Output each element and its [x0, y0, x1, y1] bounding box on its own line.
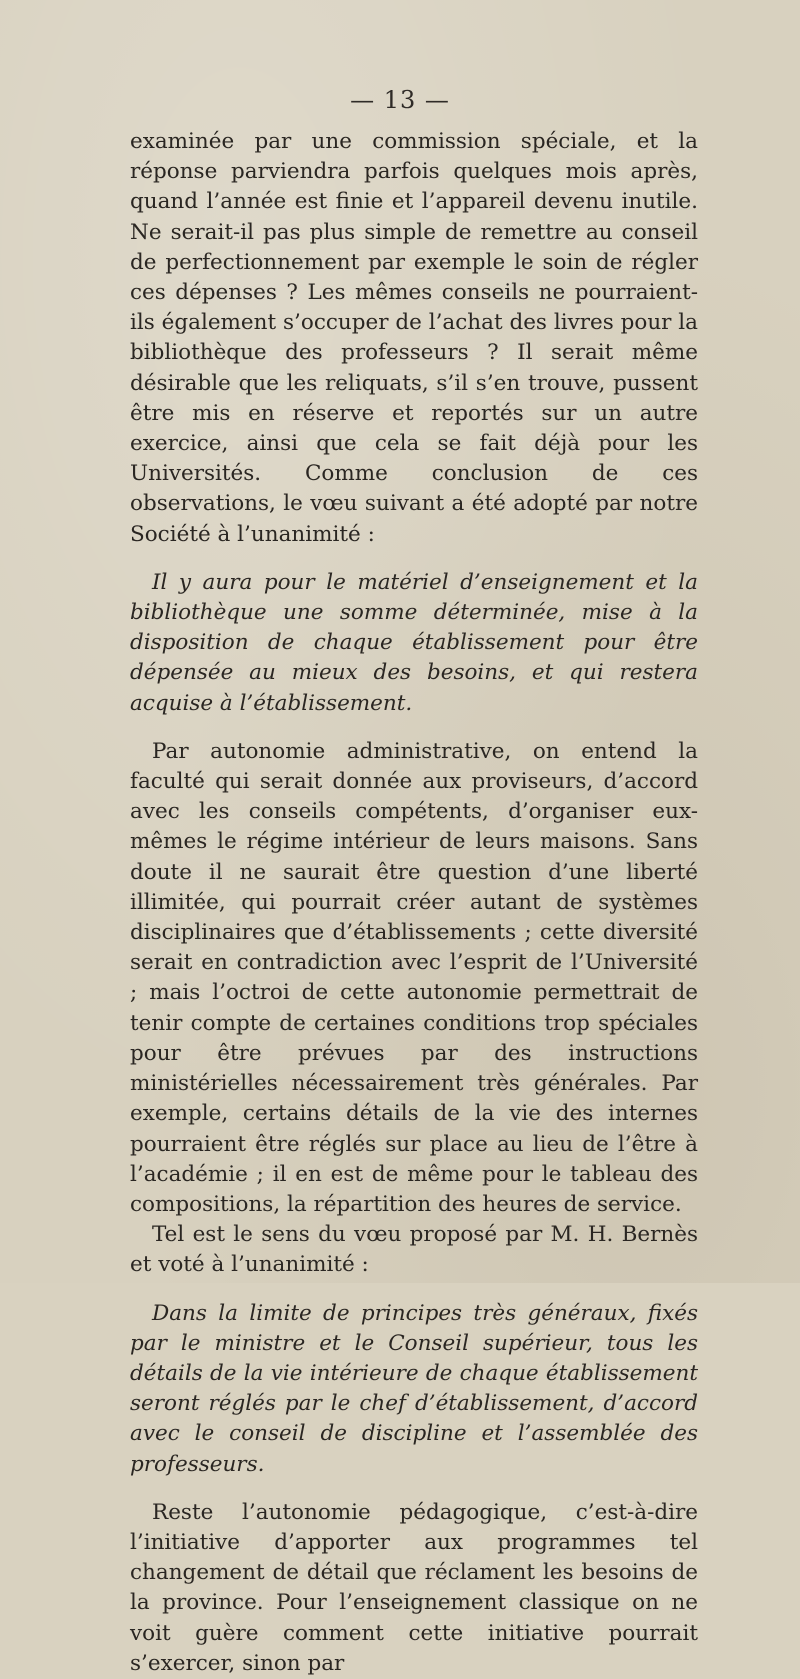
paragraph-administrative-autonomy: Par autonomie administrative, on entend la faculté qui serait donnée aux proviseurs, d’accord avec les conseils compétents, d’organiser eux-mêmes le régime intérieur de leurs maisons. Sans doute il ne saurait être question d’une liberté illimitée, qui pourrait créer autant de systèmes disciplinaires que d’établissements ; cette diversité serait en contradiction avec l’esprit de l’Université ; mais l’octroi de cette autonomie permettrait de tenir compte de certaines conditions trop spéciales pour être prévues par des instructions ministérielles nécessairement très générales. Par exemple, certains détails de la vie des internes pourraient être réglés sur place au lieu de l’être à l’académie ; il en est de même pour le tableau des compositions, la répartition des heures de service. [130, 738, 698, 1217]
paragraph-vote: Tel est le sens du vœu proposé par M. H. Bernès et voté à l’unanimité : [130, 1222, 698, 1278]
page-number: — 13 — [350, 86, 450, 114]
paragraph-commission: examinée par une commission spéciale, et la réponse parviendra parfois quelques mois après, quand l’année est finie et l’appareil devenu inutile. Ne serait-il pas plus simple de remettre au conseil de perfectionnement par exemple le soin de régler ces dépenses ? Les mêmes conseils ne pourraient-ils également s’occuper de l’achat des livres pour la bibliothèque des professeurs ? Il serait même désirable que les reliquats, s’il s’en trouve, pussent être mis en réserve et reportés sur un autre exercice, ainsi que cela se fait déjà pour les Universités. Comme conclusion de ces observations, le vœu suivant a été adopté par notre Société à l’unanimité : [130, 129, 698, 547]
document-body [130, 127, 698, 1679]
resolution-internal-rules: Dans la limite de principes très généraux, fixés par le ministre et le Conseil supérieur, tous les détails de la vie intérieure de chaque établissement seront réglés par le chef d’établissement, d’accord avec le conseil de discipline et l’assemblée des professeurs. [130, 1300, 698, 1477]
paragraph-pedagogical-autonomy: Reste l’autonomie pédagogique, c’est-à-dire l’initiative d’apporter aux programmes tel changement de détail que réclament les besoins de la province. Pour l’enseignement classique on ne voit guère comment cette initiative pourrait s’exercer, sinon par [130, 1499, 698, 1676]
resolution-budget: Il y aura pour le matériel d’enseignement et la bibliothèque une somme déterminée, mise à la disposition de chaque établissement pour être dépensée au mieux des besoins, et qui restera acquise à l’établissement. [130, 569, 698, 716]
